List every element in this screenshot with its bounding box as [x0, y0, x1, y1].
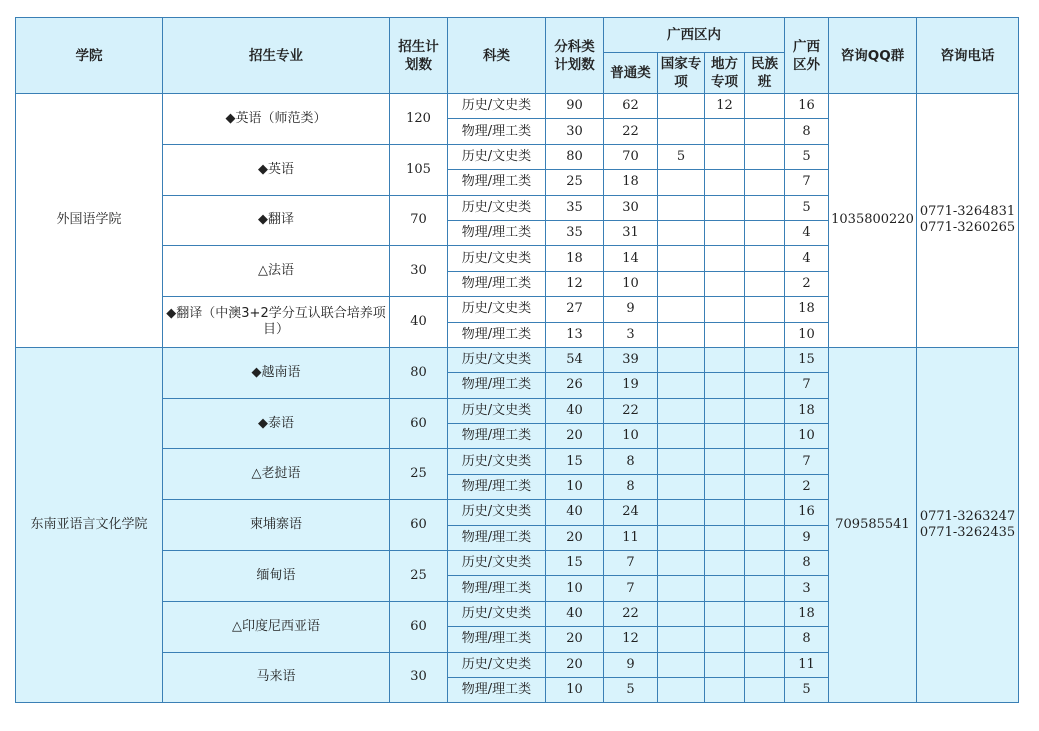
national-cell	[658, 525, 705, 550]
header-ordinary: 普通类	[604, 53, 658, 94]
guangxi-out-cell: 2	[785, 271, 829, 296]
guangxi-out-cell: 7	[785, 373, 829, 398]
local-cell	[705, 652, 745, 677]
category-cell: 物理/理工类	[448, 474, 546, 499]
ethnic-cell	[745, 373, 785, 398]
qq-group: 709585541	[829, 347, 917, 702]
ethnic-cell	[745, 170, 785, 195]
guangxi-out-cell: 5	[785, 144, 829, 169]
guangxi-out-cell: 10	[785, 322, 829, 347]
category-cell: 物理/理工类	[448, 576, 546, 601]
guangxi-out-cell: 3	[785, 576, 829, 601]
header-guangxi-in: 广西区内	[604, 18, 785, 53]
local-cell	[705, 449, 745, 474]
national-cell	[658, 246, 705, 271]
category-cell: 历史/文史类	[448, 449, 546, 474]
national-cell	[658, 119, 705, 144]
sub-plan-cell: 20	[546, 627, 604, 652]
guangxi-out-cell: 18	[785, 601, 829, 626]
guangxi-out-cell: 8	[785, 627, 829, 652]
ordinary-cell: 8	[604, 449, 658, 474]
local-cell	[705, 627, 745, 652]
ethnic-cell	[745, 601, 785, 626]
local-cell: 12	[705, 94, 745, 119]
ethnic-cell	[745, 576, 785, 601]
category-cell: 物理/理工类	[448, 119, 546, 144]
local-cell	[705, 373, 745, 398]
national-cell	[658, 170, 705, 195]
sub-plan-cell: 20	[546, 424, 604, 449]
ordinary-cell: 12	[604, 627, 658, 652]
guangxi-out-cell: 7	[785, 170, 829, 195]
category-cell: 历史/文史类	[448, 297, 546, 322]
category-cell: 历史/文史类	[448, 551, 546, 576]
ethnic-cell	[745, 297, 785, 322]
national-cell	[658, 347, 705, 372]
phone-numbers: 0771-3263247 0771-3262435	[917, 347, 1019, 702]
ordinary-cell: 24	[604, 500, 658, 525]
major-plan: 60	[390, 601, 448, 652]
ordinary-cell: 31	[604, 220, 658, 245]
major-plan: 25	[390, 551, 448, 602]
category-cell: 历史/文史类	[448, 144, 546, 169]
national-cell	[658, 627, 705, 652]
local-cell	[705, 246, 745, 271]
category-cell: 物理/理工类	[448, 220, 546, 245]
major-plan: 60	[390, 500, 448, 551]
category-cell: 物理/理工类	[448, 373, 546, 398]
header-ethnic: 民族班	[745, 53, 785, 94]
sub-plan-cell: 20	[546, 652, 604, 677]
local-cell	[705, 322, 745, 347]
sub-plan-cell: 15	[546, 449, 604, 474]
ordinary-cell: 22	[604, 601, 658, 626]
guangxi-out-cell: 11	[785, 652, 829, 677]
category-cell: 历史/文史类	[448, 500, 546, 525]
category-cell: 历史/文史类	[448, 246, 546, 271]
major-name: ◆翻译（中澳3+2学分互认联合培养项目）	[163, 297, 390, 348]
local-cell	[705, 297, 745, 322]
guangxi-out-cell: 16	[785, 500, 829, 525]
sub-plan-cell: 35	[546, 195, 604, 220]
major-name: ◆英语（师范类）	[163, 94, 390, 145]
national-cell: 5	[658, 144, 705, 169]
ordinary-cell: 19	[604, 373, 658, 398]
major-plan: 120	[390, 94, 448, 145]
ethnic-cell	[745, 195, 785, 220]
major-name: △老挝语	[163, 449, 390, 500]
ordinary-cell: 7	[604, 576, 658, 601]
sub-plan-cell: 25	[546, 170, 604, 195]
national-cell	[658, 677, 705, 702]
header-sub-plan: 分科类计划数	[546, 18, 604, 94]
ordinary-cell: 62	[604, 94, 658, 119]
guangxi-out-cell: 18	[785, 297, 829, 322]
local-cell	[705, 195, 745, 220]
sub-plan-cell: 27	[546, 297, 604, 322]
national-cell	[658, 474, 705, 499]
ordinary-cell: 22	[604, 398, 658, 423]
ethnic-cell	[745, 424, 785, 449]
category-cell: 物理/理工类	[448, 424, 546, 449]
guangxi-out-cell: 16	[785, 94, 829, 119]
ordinary-cell: 22	[604, 119, 658, 144]
national-cell	[658, 271, 705, 296]
major-name: △印度尼西亚语	[163, 601, 390, 652]
local-cell	[705, 398, 745, 423]
category-cell: 物理/理工类	[448, 170, 546, 195]
local-cell	[705, 220, 745, 245]
guangxi-out-cell: 2	[785, 474, 829, 499]
ordinary-cell: 39	[604, 347, 658, 372]
table-header	[16, 18, 1019, 94]
major-name: ◆英语	[163, 144, 390, 195]
ethnic-cell	[745, 474, 785, 499]
national-cell	[658, 551, 705, 576]
local-cell	[705, 424, 745, 449]
header-plan: 招生计划数	[390, 18, 448, 94]
ordinary-cell: 10	[604, 271, 658, 296]
ordinary-cell: 7	[604, 551, 658, 576]
major-name: ◆翻译	[163, 195, 390, 246]
major-name: 马来语	[163, 652, 390, 703]
major-plan: 105	[390, 144, 448, 195]
sub-plan-cell: 90	[546, 94, 604, 119]
sub-plan-cell: 30	[546, 119, 604, 144]
local-cell	[705, 677, 745, 702]
category-cell: 物理/理工类	[448, 525, 546, 550]
ethnic-cell	[745, 246, 785, 271]
ethnic-cell	[745, 627, 785, 652]
local-cell	[705, 525, 745, 550]
sub-plan-cell: 35	[546, 220, 604, 245]
header-qq: 咨询QQ群	[829, 18, 917, 94]
header-local: 地方专项	[705, 53, 745, 94]
guangxi-out-cell: 8	[785, 119, 829, 144]
category-cell: 物理/理工类	[448, 627, 546, 652]
ethnic-cell	[745, 551, 785, 576]
qq-group: 1035800220	[829, 94, 917, 348]
header-major: 招生专业	[163, 18, 390, 94]
major-name: ◆越南语	[163, 347, 390, 398]
ethnic-cell	[745, 119, 785, 144]
ordinary-cell: 14	[604, 246, 658, 271]
category-cell: 历史/文史类	[448, 601, 546, 626]
guangxi-out-cell: 4	[785, 246, 829, 271]
major-plan: 40	[390, 297, 448, 348]
major-name: 柬埔寨语	[163, 500, 390, 551]
major-plan: 30	[390, 246, 448, 297]
college-name: 外国语学院	[16, 94, 163, 348]
guangxi-out-cell: 10	[785, 424, 829, 449]
national-cell	[658, 297, 705, 322]
ordinary-cell: 9	[604, 297, 658, 322]
major-plan: 30	[390, 652, 448, 703]
phone-numbers: 0771-3264831 0771-3260265	[917, 94, 1019, 348]
ethnic-cell	[745, 500, 785, 525]
header-national: 国家专项	[658, 53, 705, 94]
ethnic-cell	[745, 220, 785, 245]
sub-plan-cell: 10	[546, 677, 604, 702]
header-guangxi-out: 广西区外	[785, 18, 829, 94]
ethnic-cell	[745, 322, 785, 347]
local-cell	[705, 119, 745, 144]
national-cell	[658, 94, 705, 119]
admission-plan-table	[15, 17, 1019, 703]
major-plan: 25	[390, 449, 448, 500]
ethnic-cell	[745, 271, 785, 296]
ordinary-cell: 3	[604, 322, 658, 347]
sub-plan-cell: 20	[546, 525, 604, 550]
ethnic-cell	[745, 449, 785, 474]
local-cell	[705, 551, 745, 576]
ethnic-cell	[745, 525, 785, 550]
guangxi-out-cell: 8	[785, 551, 829, 576]
guangxi-out-cell: 5	[785, 195, 829, 220]
ordinary-cell: 30	[604, 195, 658, 220]
ordinary-cell: 70	[604, 144, 658, 169]
guangxi-out-cell: 18	[785, 398, 829, 423]
sub-plan-cell: 40	[546, 398, 604, 423]
sub-plan-cell: 54	[546, 347, 604, 372]
national-cell	[658, 322, 705, 347]
header-phone: 咨询电话	[917, 18, 1019, 94]
national-cell	[658, 601, 705, 626]
national-cell	[658, 449, 705, 474]
national-cell	[658, 220, 705, 245]
national-cell	[658, 195, 705, 220]
guangxi-out-cell: 4	[785, 220, 829, 245]
ordinary-cell: 18	[604, 170, 658, 195]
category-cell: 历史/文史类	[448, 398, 546, 423]
table-body	[16, 94, 1019, 703]
ethnic-cell	[745, 398, 785, 423]
local-cell	[705, 271, 745, 296]
ordinary-cell: 9	[604, 652, 658, 677]
ethnic-cell	[745, 94, 785, 119]
category-cell: 历史/文史类	[448, 94, 546, 119]
national-cell	[658, 576, 705, 601]
local-cell	[705, 347, 745, 372]
national-cell	[658, 424, 705, 449]
sub-plan-cell: 10	[546, 474, 604, 499]
ordinary-cell: 10	[604, 424, 658, 449]
sub-plan-cell: 12	[546, 271, 604, 296]
sub-plan-cell: 26	[546, 373, 604, 398]
ethnic-cell	[745, 144, 785, 169]
table-row	[16, 94, 1019, 119]
sub-plan-cell: 40	[546, 500, 604, 525]
local-cell	[705, 474, 745, 499]
ethnic-cell	[745, 677, 785, 702]
sub-plan-cell: 80	[546, 144, 604, 169]
category-cell: 历史/文史类	[448, 652, 546, 677]
local-cell	[705, 601, 745, 626]
ethnic-cell	[745, 347, 785, 372]
major-plan: 60	[390, 398, 448, 449]
category-cell: 物理/理工类	[448, 322, 546, 347]
local-cell	[705, 500, 745, 525]
college-name: 东南亚语言文化学院	[16, 347, 163, 702]
ordinary-cell: 8	[604, 474, 658, 499]
sub-plan-cell: 15	[546, 551, 604, 576]
major-plan: 80	[390, 347, 448, 398]
ordinary-cell: 5	[604, 677, 658, 702]
local-cell	[705, 170, 745, 195]
sub-plan-cell: 13	[546, 322, 604, 347]
category-cell: 历史/文史类	[448, 347, 546, 372]
ethnic-cell	[745, 652, 785, 677]
guangxi-out-cell: 7	[785, 449, 829, 474]
sub-plan-cell: 18	[546, 246, 604, 271]
sub-plan-cell: 10	[546, 576, 604, 601]
national-cell	[658, 500, 705, 525]
major-plan: 70	[390, 195, 448, 246]
ordinary-cell: 11	[604, 525, 658, 550]
sub-plan-cell: 40	[546, 601, 604, 626]
header-category: 科类	[448, 18, 546, 94]
guangxi-out-cell: 15	[785, 347, 829, 372]
local-cell	[705, 576, 745, 601]
guangxi-out-cell: 9	[785, 525, 829, 550]
major-name: 缅甸语	[163, 551, 390, 602]
major-name: △法语	[163, 246, 390, 297]
major-name: ◆泰语	[163, 398, 390, 449]
local-cell	[705, 144, 745, 169]
national-cell	[658, 398, 705, 423]
national-cell	[658, 652, 705, 677]
header-college: 学院	[16, 18, 163, 94]
national-cell	[658, 373, 705, 398]
guangxi-out-cell: 5	[785, 677, 829, 702]
category-cell: 历史/文史类	[448, 195, 546, 220]
category-cell: 物理/理工类	[448, 271, 546, 296]
category-cell: 物理/理工类	[448, 677, 546, 702]
table-row	[16, 347, 1019, 372]
